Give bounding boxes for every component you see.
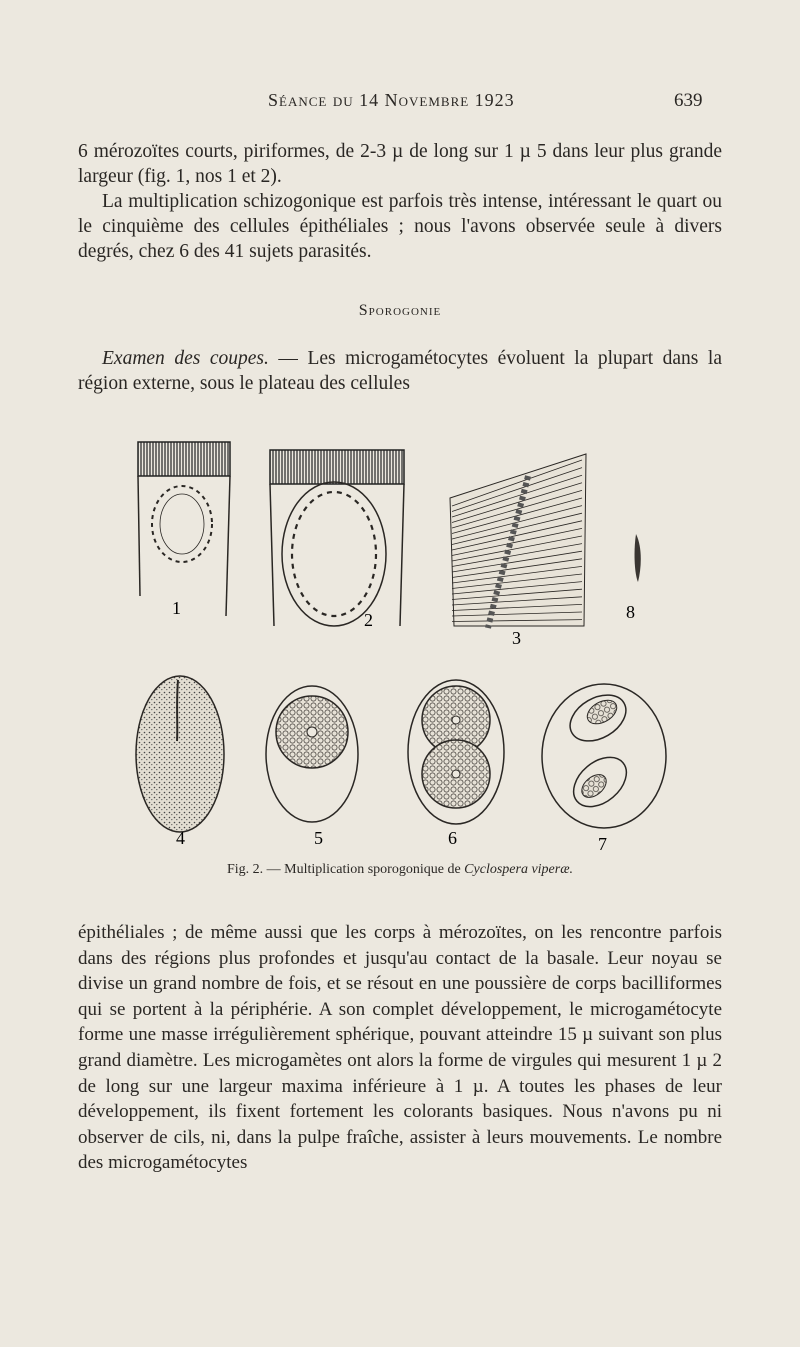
caption-prefix: Fig. 2. — Multiplication sporogonique de — [226, 862, 465, 877]
paragraph-2: La multiplication schizogonique est parfois très intense, intéressant le quart ou le cinquième des cellules épithéliales ; nous l'avons observée seule à divers degrés, chez 6 des 41 sujets parasités. — [78, 191, 722, 262]
panel-label-5: 5 — [314, 828, 323, 848]
panel-label-7: 7 — [598, 834, 607, 854]
panel-label-8: 8 — [626, 602, 635, 622]
panel-6-cell — [408, 680, 504, 824]
figure-drawing — [128, 436, 668, 856]
running-title: Séance du 14 Novembre 1923 — [268, 90, 515, 110]
panel-2-cell — [270, 450, 404, 626]
panel-1-cell — [138, 442, 230, 616]
figure-caption — [0, 862, 800, 878]
paragraph-3-body: — Les microgamétocytes évoluent la plupart dans la région externe, sous le plateau des cellules — [78, 348, 722, 394]
panel-label-1: 1 — [172, 598, 181, 618]
paragraph-3-lead: Examen des coupes. — [102, 348, 269, 369]
panel-label-3: 3 — [512, 628, 521, 648]
panel-5-cell — [266, 686, 358, 822]
panel-label-4: 4 — [176, 828, 185, 848]
running-head — [0, 86, 800, 116]
page-number: 639 — [674, 90, 703, 111]
figure-2 — [128, 436, 668, 856]
panel-3-epithelium — [450, 454, 586, 628]
section-heading: Sporogonie — [358, 302, 442, 319]
paragraph-3 — [78, 346, 722, 396]
paragraph-1: 6 mérozoïtes courts, piriformes, de 2-3 µ de long sur 1 µ 5 dans leur plus grande largeur (fig. 1, nos 1 et 2). — [78, 141, 722, 187]
panel-label-6: 6 — [448, 828, 457, 848]
panel-8-microgamete — [635, 534, 641, 582]
caption-species: Cyclospera viperæ. — [464, 862, 574, 877]
panel-label-2: 2 — [364, 610, 373, 630]
panel-4-cell — [136, 676, 224, 832]
panel-7-cell — [542, 684, 666, 828]
paragraph-4: épithéliales ; de même aussi que les corps à mérozoïtes, on les rencontre parfois dans des régions plus profondes et jusqu'au contact de la basale. Leur noyau se divise un grand nombre de fois, et se résout en une poussière de corps bacilliformes qui se portent à la périphérie. A son complet développement, le microgamétocyte forme une masse irrégulièrement sphérique, pouvant atteindre 15 µ suivant son plus grand diamètre. Les microgamètes ont alors la forme de virgules qui mesurent 1 µ 2 de long sur une largeur maxima inférieure à 1 µ. A toutes les phases de leur développement, ils fixent fortement les colorants basiques. Nous n'avons pu ni observer de cils, ni, dans la pulpe fraîche, assister à leurs mouvements. Le nombre des microgamétocytes — [78, 922, 722, 1174]
